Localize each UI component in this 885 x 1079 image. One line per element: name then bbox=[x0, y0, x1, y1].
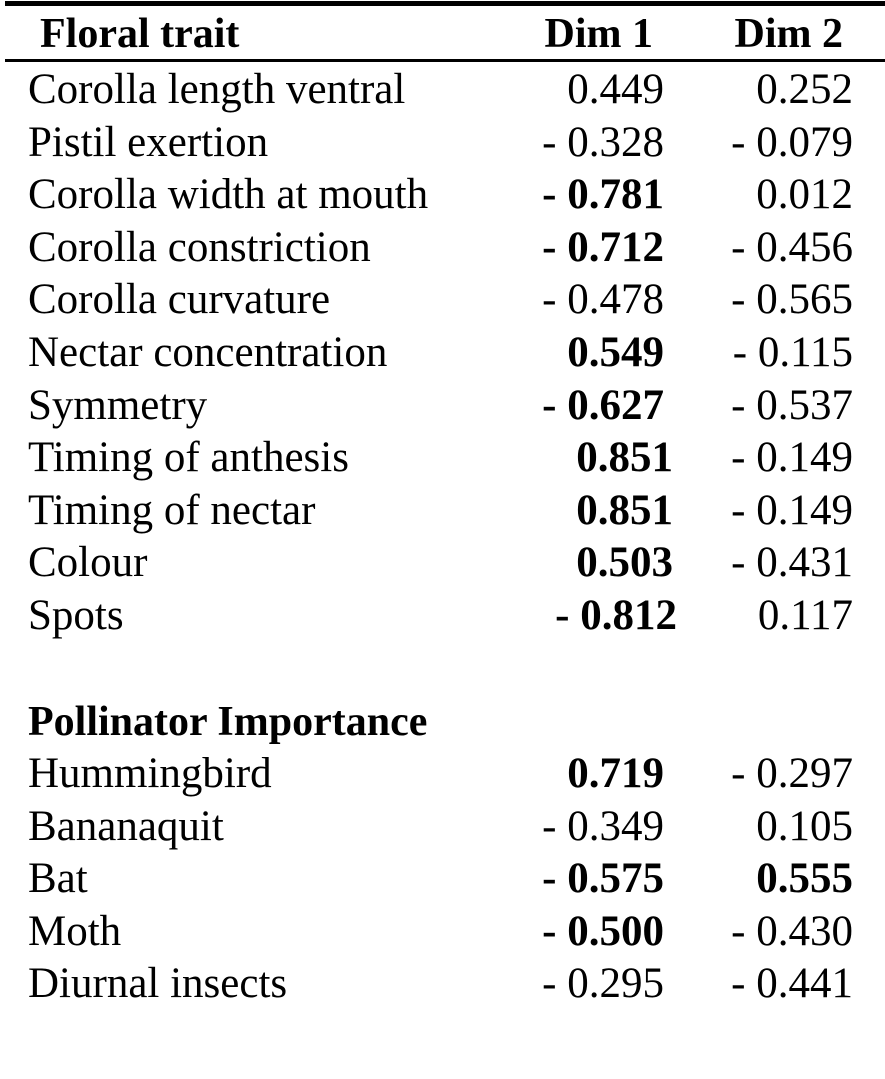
dim1-value-significant: - 0.627 bbox=[542, 382, 664, 429]
dim1-value-significant: - 0.575 bbox=[542, 855, 664, 902]
table-row bbox=[0, 748, 885, 800]
table-row bbox=[0, 274, 885, 326]
header-floral-trait: Floral trait bbox=[40, 11, 240, 57]
trait-label: Corolla length ventral bbox=[28, 66, 406, 113]
table-row bbox=[0, 64, 885, 116]
dim2-value: 0.105 bbox=[756, 803, 853, 850]
trait-label: Timing of anthesis bbox=[28, 434, 349, 481]
table-row bbox=[0, 537, 885, 589]
trait-label: Corolla width at mouth bbox=[28, 171, 429, 218]
dim1-value-significant: 0.719 bbox=[567, 750, 664, 797]
table-row bbox=[0, 485, 885, 537]
dim2-value-significant: 0.555 bbox=[756, 855, 853, 902]
pollinator-label: Diurnal insects bbox=[28, 960, 288, 1007]
dim2-value: - 0.115 bbox=[732, 329, 853, 376]
dim2-value: - 0.149 bbox=[731, 487, 853, 534]
table-row bbox=[0, 380, 885, 432]
dim1-value: - 0.349 bbox=[542, 803, 664, 850]
table-row bbox=[0, 222, 885, 274]
dim1-value-significant: - 0.781 bbox=[542, 171, 664, 218]
dim2-value: 0.117 bbox=[757, 592, 853, 639]
trait-label: Pistil exertion bbox=[28, 119, 269, 166]
table-row bbox=[0, 906, 885, 958]
dim1-value-significant: - 0.812 bbox=[555, 592, 677, 639]
trait-label: Corolla curvature bbox=[28, 276, 331, 323]
dim1-value: 0.449 bbox=[567, 66, 664, 113]
dim1-value-significant: 0.549 bbox=[567, 329, 664, 376]
table-row bbox=[0, 169, 885, 221]
dim2-value: - 0.149 bbox=[731, 434, 853, 481]
dim2-value: - 0.297 bbox=[731, 750, 853, 797]
table-row bbox=[0, 432, 885, 484]
table-row bbox=[0, 590, 885, 642]
dim2-value: 0.252 bbox=[756, 66, 853, 113]
pollinator-label: Bananaquit bbox=[28, 803, 224, 850]
trait-label: Nectar concentration bbox=[28, 329, 388, 376]
table-row bbox=[0, 117, 885, 169]
header-dim1: Dim 1 bbox=[544, 11, 653, 57]
table-row bbox=[0, 853, 885, 905]
dim1-value: - 0.478 bbox=[542, 276, 664, 323]
dim1-value-significant: 0.851 bbox=[576, 434, 673, 481]
dim2-value: - 0.441 bbox=[731, 960, 853, 1007]
dim2-value: - 0.431 bbox=[731, 539, 853, 586]
dim2-value: - 0.079 bbox=[731, 119, 853, 166]
dim2-value: - 0.537 bbox=[731, 382, 853, 429]
dim1-value-significant: 0.851 bbox=[576, 487, 673, 534]
dim1-value-significant: - 0.500 bbox=[542, 908, 664, 955]
pollinator-label: Bat bbox=[28, 855, 88, 902]
dim2-value: 0.012 bbox=[756, 171, 853, 218]
dim1-value-significant: - 0.712 bbox=[542, 224, 664, 271]
pollinator-label: Hummingbird bbox=[28, 750, 272, 797]
dim2-value: - 0.430 bbox=[731, 908, 853, 955]
trait-label: Corolla constriction bbox=[28, 224, 371, 271]
dim1-value-significant: 0.503 bbox=[576, 539, 673, 586]
table-row bbox=[0, 801, 885, 853]
dim1-value: - 0.295 bbox=[542, 960, 664, 1007]
table-row bbox=[0, 327, 885, 379]
top-rule bbox=[5, 1, 885, 6]
header-row bbox=[0, 8, 885, 60]
table-row bbox=[0, 958, 885, 1010]
trait-label: Spots bbox=[28, 592, 124, 639]
header-rule bbox=[5, 59, 885, 62]
trait-label: Symmetry bbox=[28, 382, 208, 429]
trait-label: Colour bbox=[28, 539, 148, 586]
section-heading bbox=[0, 696, 885, 748]
dim1-value: - 0.328 bbox=[542, 119, 664, 166]
header-dim2: Dim 2 bbox=[734, 11, 843, 57]
pollinator-label: Moth bbox=[28, 908, 122, 955]
trait-label: Timing of nectar bbox=[28, 487, 316, 534]
dim2-value: - 0.456 bbox=[731, 224, 853, 271]
dim2-value: - 0.565 bbox=[731, 276, 853, 323]
pollinator-importance-heading: Pollinator Importance bbox=[28, 699, 428, 745]
